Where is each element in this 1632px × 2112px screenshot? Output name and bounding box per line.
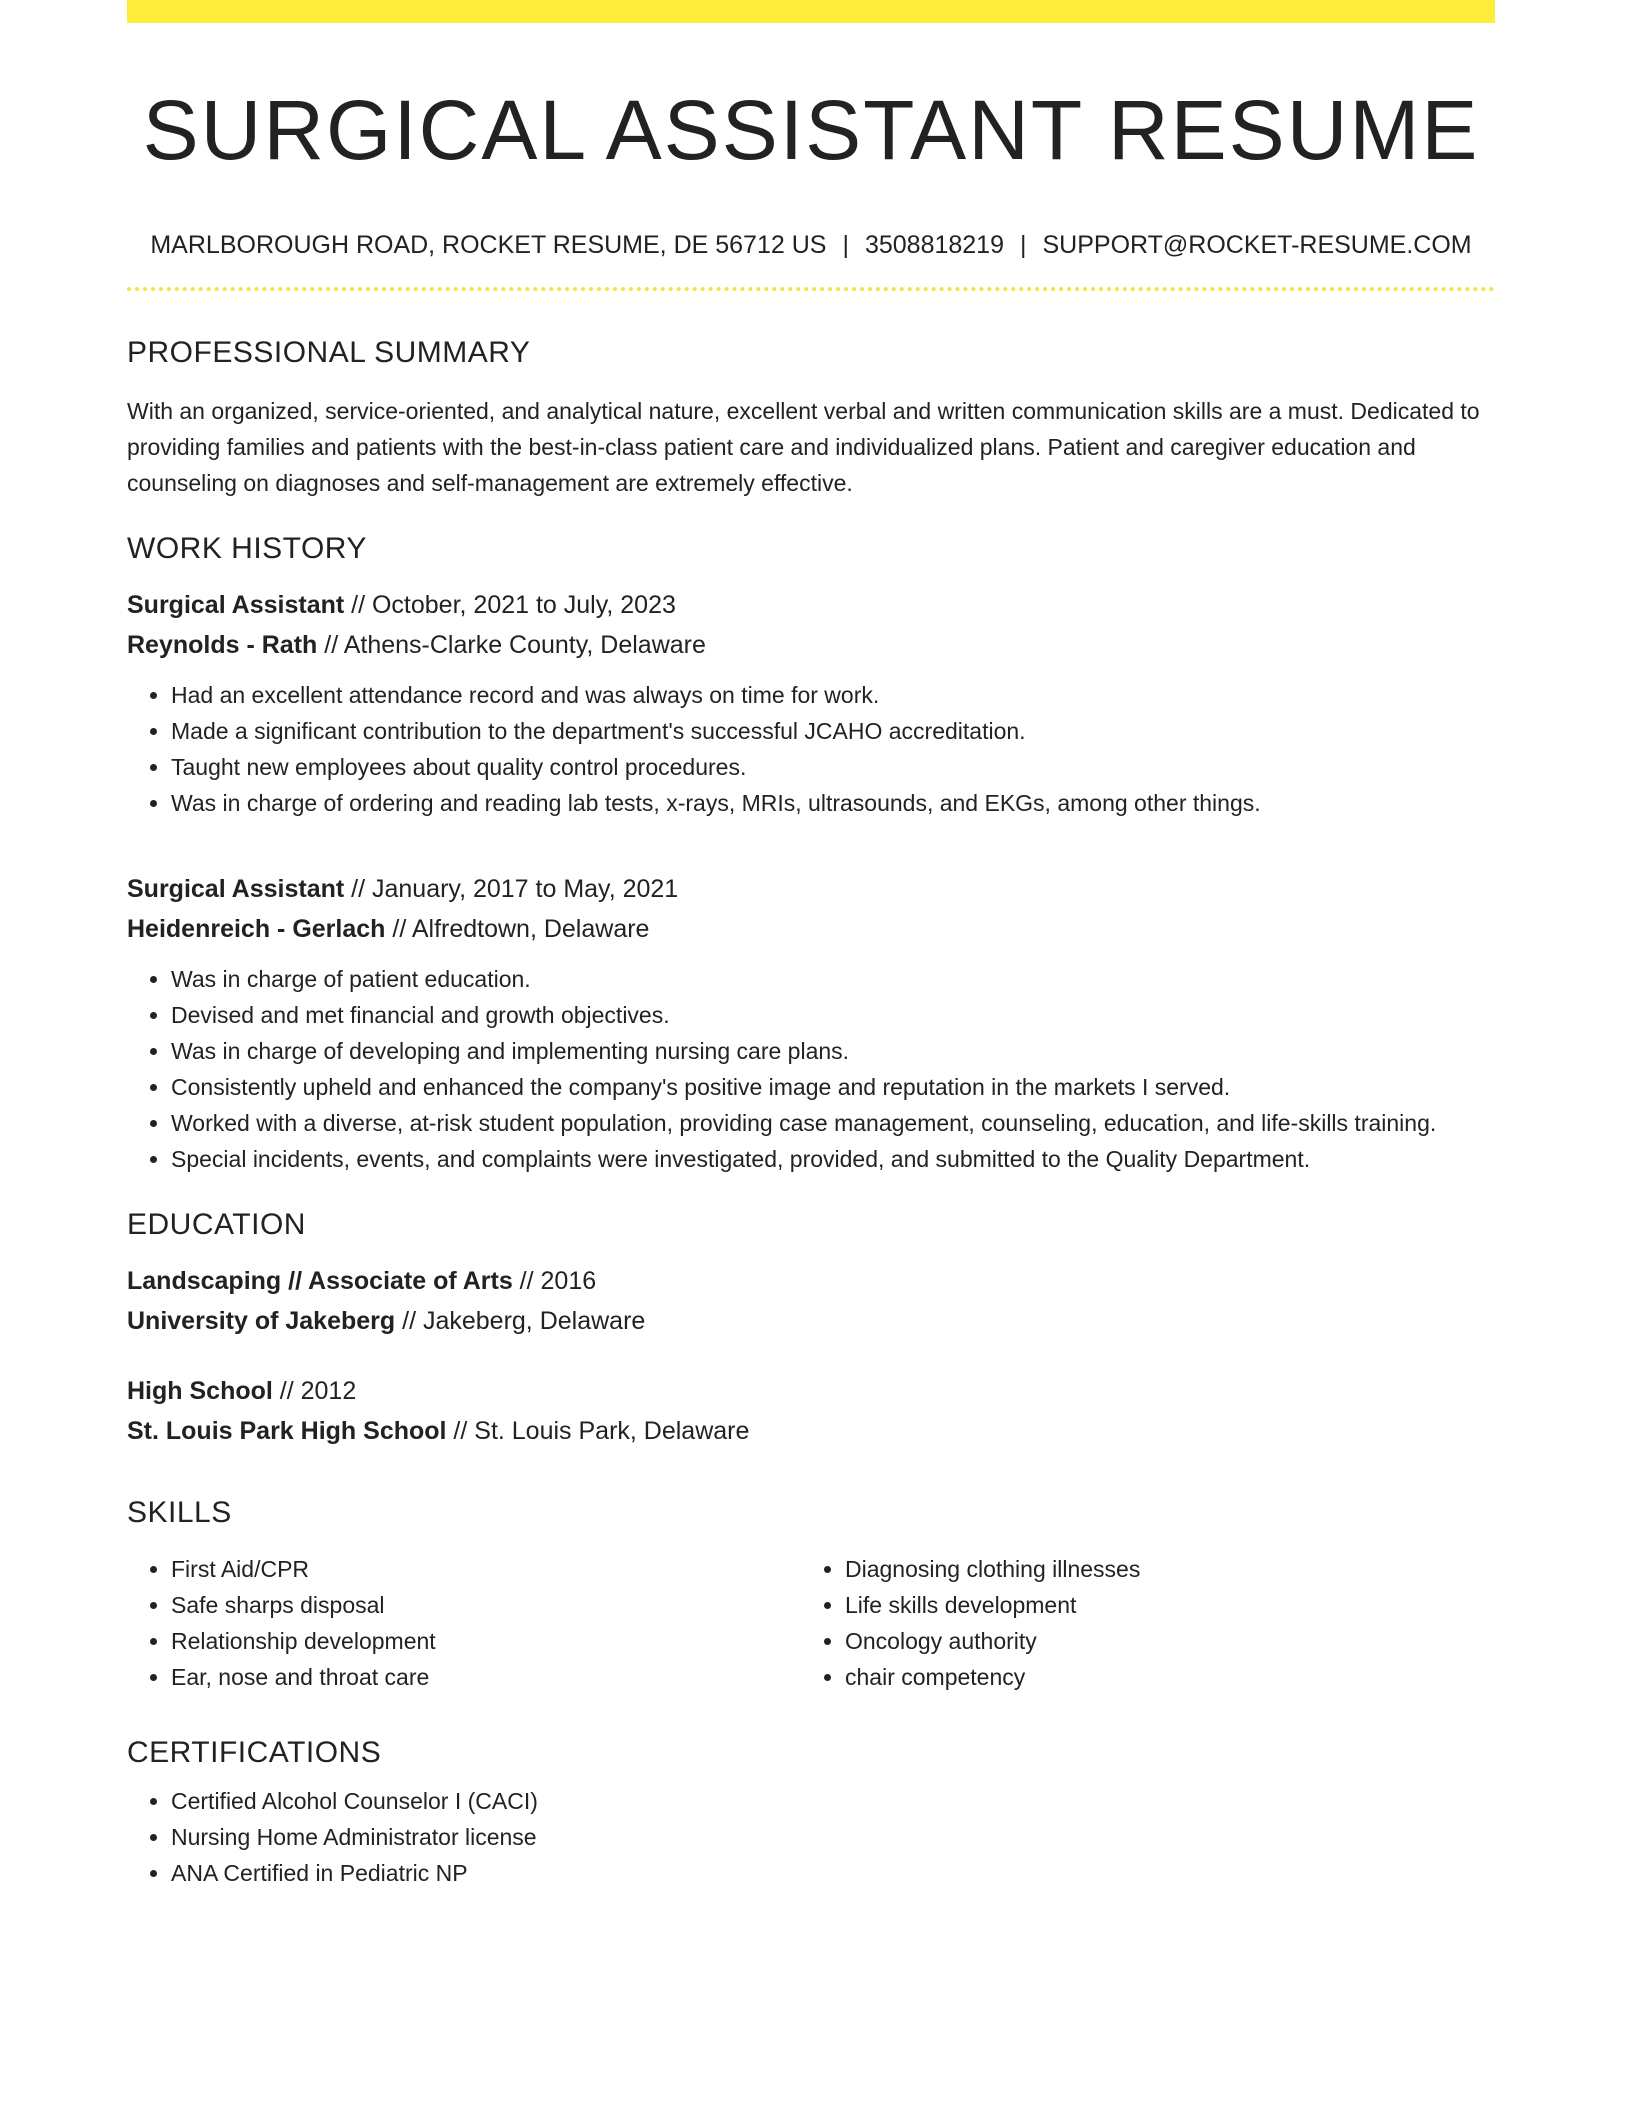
list-item: • Worked with a diverse, at-risk student population, providing case management, counseling, education, and life-skills training. bbox=[171, 1105, 1495, 1141]
certifications-heading: CERTIFICATIONS bbox=[127, 1736, 382, 1769]
job-bullets bbox=[127, 677, 1495, 821]
list-item: • Special incidents, events, and complaints were investigated, provided, and submitted to the Quality Department. bbox=[171, 1141, 1495, 1177]
contact-email: SUPPORT@ROCKET-RESUME.COM bbox=[1042, 231, 1472, 259]
degree-line bbox=[127, 1261, 1495, 1301]
resume-content bbox=[127, 0, 1495, 1891]
job-entry bbox=[127, 585, 1495, 821]
job-bullets bbox=[127, 961, 1495, 1177]
job-title: Surgical Assistant bbox=[127, 591, 345, 619]
education-entry bbox=[127, 1261, 1495, 1341]
list-item: • Made a significant contribution to the department's successful JCAHO accreditation. bbox=[171, 713, 1495, 749]
school-line bbox=[127, 1411, 1495, 1451]
list-item: • Was in charge of ordering and reading lab tests, x-rays, MRIs, ultrasounds, and EKGs, among other things. bbox=[171, 785, 1495, 821]
list-item: • First Aid/CPR bbox=[171, 1551, 801, 1587]
job-entry bbox=[127, 869, 1495, 1177]
job-company: Heidenreich - Gerlach bbox=[127, 915, 386, 943]
school-location: // Jakeberg, Delaware bbox=[395, 1307, 646, 1335]
summary-text: With an organized, service-oriented, and analytical nature, excellent verbal and written communication skills are a must. Dedicated to providing families and patients with the best-in-class patient care and individualized plans. Patient and caregiver education and counseling on diagnoses and self-management are extremely effective. bbox=[127, 398, 1480, 496]
work-history-heading: WORK HISTORY bbox=[127, 532, 367, 565]
skills-grid bbox=[127, 1551, 1495, 1695]
degree-year: // 2012 bbox=[272, 1377, 357, 1405]
page-title: SURGICAL ASSISTANT RESUME bbox=[142, 83, 1480, 177]
list-item: • Consistently upheld and enhanced the company's positive image and reputation in the markets I served. bbox=[171, 1069, 1495, 1105]
contact-address: MARLBOROUGH ROAD, ROCKET RESUME, DE 56712 US bbox=[150, 231, 827, 259]
job-location: // Athens-Clarke County, Delaware bbox=[317, 631, 706, 659]
school-location: // St. Louis Park, Delaware bbox=[446, 1417, 750, 1445]
list-item: • ANA Certified in Pediatric NP bbox=[171, 1855, 1495, 1891]
job-dates: // October, 2021 to July, 2023 bbox=[344, 591, 676, 619]
contact-separator: | bbox=[842, 231, 849, 259]
job-title: Surgical Assistant bbox=[127, 875, 345, 903]
degree: Landscaping // Associate of Arts bbox=[127, 1267, 513, 1295]
job-dates: // January, 2017 to May, 2021 bbox=[344, 875, 679, 903]
list-item: • Devised and met financial and growth objectives. bbox=[171, 997, 1495, 1033]
degree-year: // 2016 bbox=[512, 1267, 597, 1295]
skills-heading: SKILLS bbox=[127, 1496, 232, 1529]
contact-line bbox=[127, 230, 1495, 260]
list-item: • Ear, nose and throat care bbox=[171, 1659, 801, 1695]
contact-phone: 3508818219 bbox=[864, 231, 1004, 259]
education-entry bbox=[127, 1371, 1495, 1451]
list-item: • Had an excellent attendance record and was always on time for work. bbox=[171, 677, 1495, 713]
job-company-line bbox=[127, 909, 1495, 949]
list-item: • Was in charge of patient education. bbox=[171, 961, 1495, 997]
job-title-line bbox=[127, 869, 1495, 909]
school-line bbox=[127, 1301, 1495, 1341]
list-item: • chair competency bbox=[845, 1659, 1525, 1695]
degree-line bbox=[127, 1371, 1495, 1411]
list-item: • Oncology authority bbox=[845, 1623, 1525, 1659]
list-item: • Safe sharps disposal bbox=[171, 1587, 801, 1623]
certifications-list bbox=[127, 1783, 1495, 1891]
list-item: • Taught new employees about quality control procedures. bbox=[171, 749, 1495, 785]
list-item: • Was in charge of developing and implementing nursing care plans. bbox=[171, 1033, 1495, 1069]
list-item: • Life skills development bbox=[845, 1587, 1525, 1623]
job-title-line bbox=[127, 585, 1495, 625]
education-heading: EDUCATION bbox=[127, 1208, 306, 1241]
contact-separator: | bbox=[1020, 231, 1027, 259]
job-location: // Alfredtown, Delaware bbox=[385, 915, 650, 943]
header-divider bbox=[127, 287, 1495, 291]
job-company: Reynolds - Rath bbox=[127, 631, 318, 659]
degree: High School bbox=[127, 1377, 273, 1405]
job-company-line bbox=[127, 625, 1495, 665]
list-item: • Certified Alcohol Counselor I (CACI) bbox=[171, 1783, 1495, 1819]
list-item: • Nursing Home Administrator license bbox=[171, 1819, 1495, 1855]
list-item: • Diagnosing clothing illnesses bbox=[845, 1551, 1525, 1587]
summary-heading: PROFESSIONAL SUMMARY bbox=[127, 336, 531, 369]
list-item: • Relationship development bbox=[171, 1623, 801, 1659]
school: University of Jakeberg bbox=[127, 1307, 396, 1335]
school: St. Louis Park High School bbox=[127, 1417, 447, 1445]
skills-list-left bbox=[127, 1551, 801, 1695]
skills-list-right bbox=[801, 1551, 1525, 1695]
